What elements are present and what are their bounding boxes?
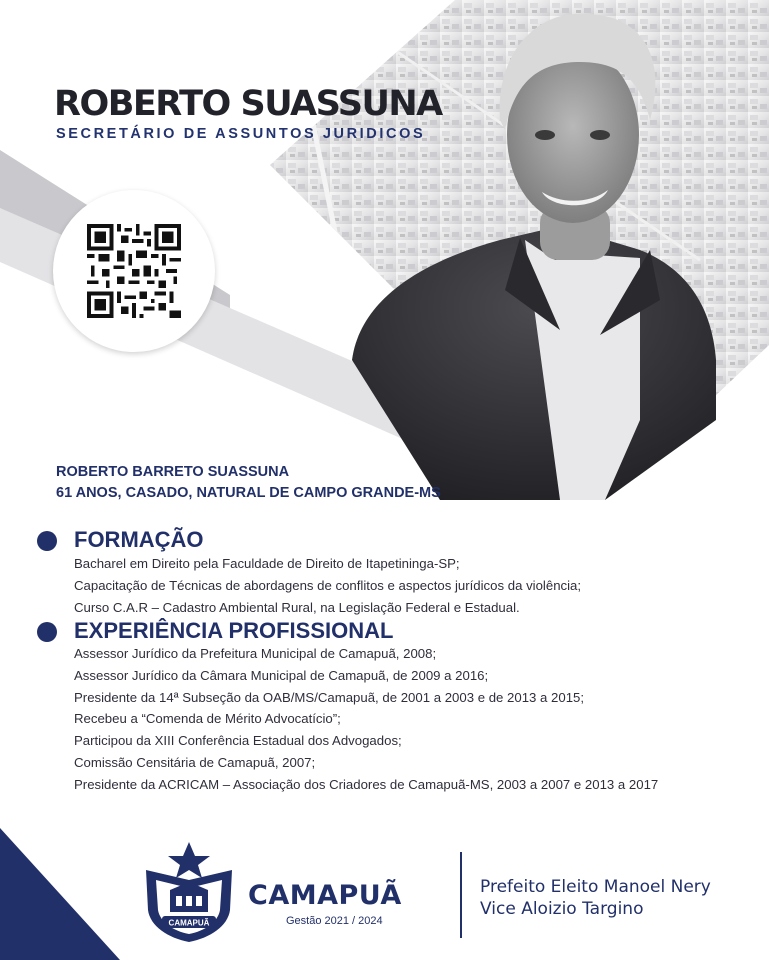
footer-divider	[460, 852, 462, 938]
section-heading-experiencia: EXPERIÊNCIA PROFISSIONAL	[74, 618, 394, 643]
city-crest-icon	[140, 840, 238, 944]
experiencia-list	[74, 643, 664, 796]
city-logo-text: CAMAPUÃ	[248, 880, 402, 911]
formacao-list	[74, 553, 581, 618]
gestao-period: Gestão 2021 / 2024	[286, 915, 383, 927]
list-item: Participou da XIII Conferência Estadual dos Advogados;	[74, 733, 402, 749]
section-heading-formacao: FORMAÇÃO	[74, 527, 204, 552]
list-item: Curso C.A.R – Cadastro Ambiental Rural, na Legislação Federal e Estadual.	[74, 599, 520, 615]
profile-full-name: ROBERTO BARRETO SUASSUNA	[56, 464, 290, 480]
list-item: Bacharel em Direito pela Faculdade de Direito de Itapetininga-SP;	[74, 556, 460, 571]
profile-summary	[56, 462, 441, 504]
qr-code-icon	[87, 224, 181, 318]
profile-details: 61 ANOS, CASADO, NATURAL DE CAMPO GRANDE-MS	[56, 485, 441, 501]
page-title: ROBERTO SUASSUNA	[54, 84, 442, 124]
role-subtitle: SECRETÁRIO DE ASSUNTOS JURIDICOS	[56, 126, 426, 142]
circle-bullet-icon	[37, 622, 57, 642]
svg-text:CAMAPUÃ: CAMAPUÃ	[168, 918, 210, 928]
list-item: Presidente da ACRICAM – Associação dos Criadores de Camapuã-MS, 2003 a 2007 e 2013 a 2017	[74, 776, 659, 792]
list-item: Comissão Censitária de Camapuã, 2007;	[74, 754, 316, 770]
list-item: Capacitação de Técnicas de abordagens de conflitos e aspectos jurídicos da violência;	[74, 577, 582, 593]
list-item: Assessor Jurídico da Câmara Municipal de Camapuã, de 2009 a 2016;	[74, 667, 489, 683]
footer-credits	[480, 876, 711, 920]
circle-bullet-icon	[37, 531, 57, 551]
navy-corner-bottom	[0, 828, 120, 960]
qr-code-badge[interactable]	[53, 190, 215, 352]
list-item: Presidente da 14ª Subseção da OAB/MS/Camapuã, de 2001 a 2003 e de 2013 a 2015;	[74, 689, 585, 705]
mayor-credit: Prefeito Eleito Manoel Nery	[480, 877, 711, 897]
list-item: Assessor Jurídico da Prefeitura Municipal de Camapuã, 2008;	[74, 646, 437, 661]
vice-credit: Vice Aloizio Targino	[480, 899, 644, 919]
list-item: Recebeu a “Comenda de Mérito Advocatício”;	[74, 711, 341, 727]
